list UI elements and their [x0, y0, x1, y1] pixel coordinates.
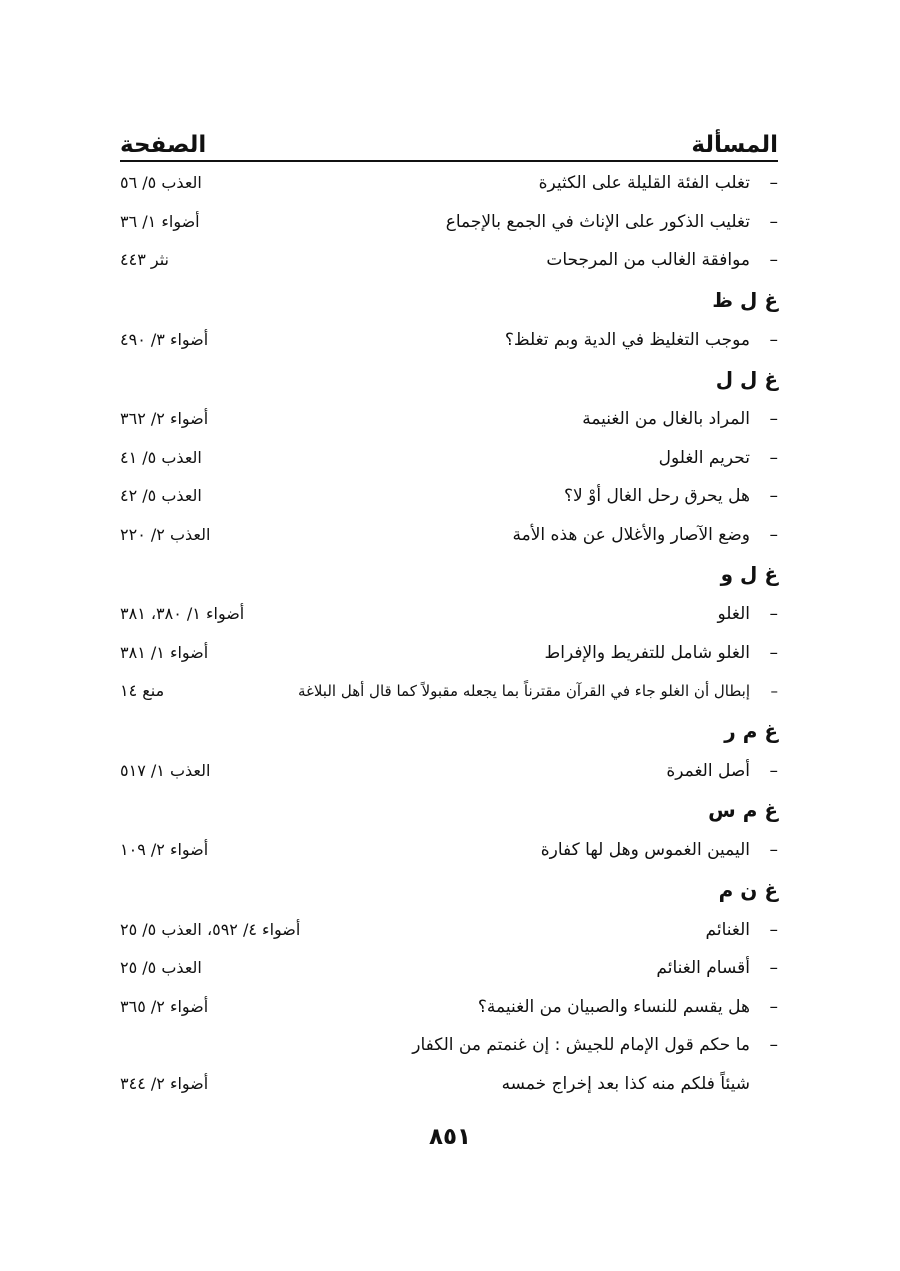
index-entry	[120, 634, 778, 673]
page-reference: أضواء ٣/ ٤٩٠	[120, 329, 209, 349]
entry-label: تغلب الفئة القليلة على الكثيرة	[538, 173, 750, 193]
entry-text	[564, 477, 778, 516]
entry-text	[656, 949, 778, 988]
entry-label: أقسام الغنائم	[656, 958, 750, 978]
page-reference: أضواء ١/ ٣٦	[120, 211, 200, 231]
root-letters-heading: غ ل و	[720, 562, 778, 586]
entry-label: إبطال أن الغلو جاء في القرآن مقترناً بما يجعله مقبولاً كما قال أهل البلاغة	[297, 682, 750, 700]
entry-label: موجب التغليظ في الدية وبم تغلظ؟	[504, 329, 750, 350]
dash-bullet: –	[769, 1035, 778, 1055]
page-reference: أضواء ١/ ٣٨٠، ٣٨١	[120, 604, 245, 623]
entry-text	[545, 634, 779, 673]
entry-text	[412, 1026, 778, 1065]
page-reference: أضواء ٢/ ٣٦٢	[120, 409, 209, 428]
index-entry	[120, 1026, 778, 1065]
index-entry	[120, 831, 778, 870]
entry-label: تغليب الذكور على الإناث في الجمع بالإجماع	[445, 211, 750, 232]
entry-label: الغنائم	[705, 919, 750, 940]
index-entry	[120, 439, 778, 478]
page-reference: أضواء ١/ ٣٨١	[120, 642, 209, 662]
dash-bullet: –	[769, 250, 778, 270]
index-entry	[120, 400, 778, 439]
entry-text	[541, 831, 778, 870]
dash-bullet: –	[769, 447, 778, 468]
entry-label: هل يقسم للنساء والصبيان من الغنيمة؟	[477, 996, 750, 1017]
page-reference: العذب ٥/ ٤٢	[120, 486, 202, 505]
dash-bullet: –	[769, 604, 778, 624]
index-entries	[120, 164, 778, 1103]
dash-bullet: –	[769, 211, 778, 232]
dash-bullet: –	[769, 524, 778, 545]
page-reference: العذب ٥/ ٢٥	[120, 958, 202, 977]
entry-label: هل يحرق رحل الغال أوْ لا؟	[563, 486, 750, 506]
index-entry	[120, 911, 778, 950]
entry-text	[546, 241, 778, 280]
entry-text	[502, 1065, 750, 1104]
entry-text	[706, 911, 778, 950]
index-entry	[120, 949, 778, 988]
root-letters-heading: غ م ر	[724, 718, 778, 743]
entry-label: ما حكم قول الإمام للجيش : إن غنمتم من الكفار	[412, 1035, 750, 1055]
entry-label: وضع الآصار والأغلال عن هذه الأمة	[512, 524, 750, 545]
dash-bullet: –	[769, 329, 778, 350]
page-reference: نثر ٤٤٣	[120, 250, 169, 269]
index-entry	[120, 595, 778, 634]
index-entry	[120, 752, 778, 791]
entry-label: موافقة الغالب من المرجحات	[546, 250, 750, 270]
entry-label: اليمين الغموس وهل لها كفارة	[540, 840, 750, 860]
entry-text	[505, 321, 778, 360]
index-page	[120, 122, 778, 1103]
dash-bullet: –	[769, 642, 778, 663]
entry-label: المراد بالغال من الغنيمة	[582, 409, 750, 429]
index-entry	[120, 988, 778, 1027]
entry-text	[659, 439, 778, 478]
page-column-heading: الصفحة	[120, 132, 207, 158]
index-entry	[120, 516, 778, 555]
dash-bullet: –	[769, 840, 778, 860]
entry-label: الغلو	[717, 604, 750, 624]
entry-label: تحريم الغلول	[658, 447, 750, 468]
issue-column-heading: المسألة	[691, 132, 778, 158]
page-reference: أضواء ٢/ ٣٤٤	[120, 1073, 209, 1093]
index-entry	[120, 203, 778, 242]
page-reference: أضواء ٤/ ٥٩٢، العذب ٥/ ٢٥	[120, 919, 301, 939]
dash-bullet: –	[770, 682, 778, 700]
page-reference: أضواء ٢/ ٣٦٥	[120, 996, 209, 1016]
entry-label: شيئاً فلكم منه كذا بعد إخراج خمسه	[501, 1073, 750, 1094]
page-reference: العذب ٢/ ٢٢٠	[120, 524, 211, 544]
page-reference: أضواء ٢/ ١٠٩	[120, 840, 209, 859]
index-entry	[120, 164, 778, 203]
root-letters-heading: غ م س	[708, 798, 778, 822]
dash-bullet: –	[769, 919, 778, 940]
entry-label: أصل الغمرة	[666, 760, 750, 781]
entry-text	[717, 595, 778, 634]
root-letters-heading: غ ل ظ	[712, 287, 778, 312]
header-rule	[120, 160, 778, 162]
page-header	[120, 122, 778, 158]
entry-label: الغلو شامل للتفريط والإفراط	[544, 642, 750, 663]
index-entry	[120, 241, 778, 280]
page-number: ٨٥١	[428, 1124, 472, 1150]
index-entry	[120, 321, 778, 360]
entry-text	[298, 672, 778, 711]
entry-text	[539, 164, 778, 203]
page-reference: العذب ٥/ ٥٦	[120, 173, 202, 192]
dash-bullet: –	[769, 486, 778, 506]
index-entry	[120, 672, 778, 711]
dash-bullet: –	[769, 996, 778, 1017]
entry-text	[478, 988, 778, 1027]
root-letters-heading: غ ن م	[718, 877, 778, 902]
dash-bullet: –	[769, 958, 778, 978]
dash-bullet: –	[769, 760, 778, 781]
entry-text	[513, 516, 779, 555]
index-entry	[120, 1065, 778, 1104]
entry-text	[582, 400, 778, 439]
index-entry	[120, 477, 778, 516]
page-reference: العذب ١/ ٥١٧	[120, 760, 211, 780]
root-letters-heading: غ ل ل	[715, 367, 778, 391]
dash-bullet: –	[769, 409, 778, 429]
entry-text	[666, 752, 778, 791]
dash-bullet: –	[769, 173, 778, 193]
page-reference: منع ١٤	[120, 681, 165, 700]
page-reference: العذب ٥/ ٤١	[120, 447, 202, 467]
entry-text	[446, 203, 778, 242]
